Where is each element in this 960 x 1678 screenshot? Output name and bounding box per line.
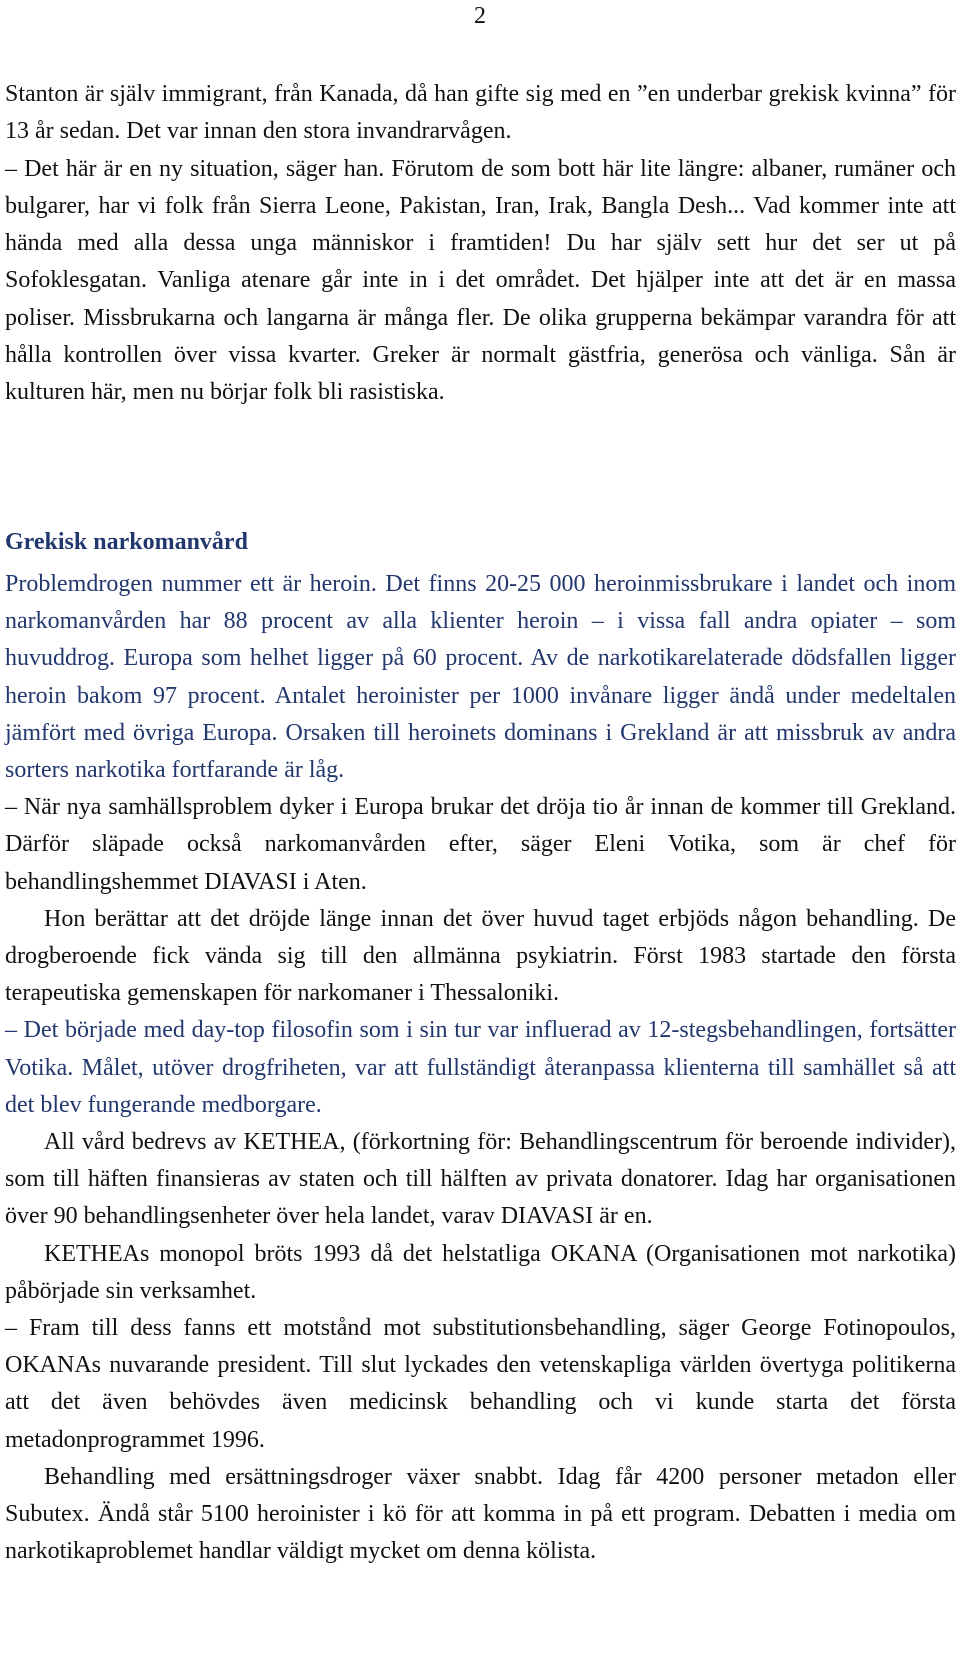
- section-heading: Grekisk narkomanvård: [5, 529, 248, 555]
- body-paragraph-3: – Det började med day-top filosofin som i sin tur var influerad av 12-stegsbehandlingen, fortsätter Votika. Målet, utöver drogfriheten, var att fullständigt återanpassa klienterna till samhället så att det blev fungerande medborgare.: [5, 1017, 956, 1118]
- body-paragraph-2: Hon berättar att det dröjde länge innan det över huvud taget erbjöds någon behandling. De drogberoende fick vända sig till den allmänna psykiatrin. Först 1983 startade den första terapeutiska gemenskapen för narkomaner i Thessaloniki.: [5, 905, 956, 1007]
- intro-paragraph-1: Stanton är själv immigrant, från Kanada, då han gifte sig med en ”en underbar grekisk kvinna” för 13 år sedan. Det var innan den stora invandrarvågen.: [5, 81, 956, 145]
- page-number: 2: [474, 3, 486, 29]
- body-paragraph-7: Behandling med ersättningsdroger växer snabbt. Idag får 4200 personer metadon eller Subutex. Ändå står 5100 heroinister i kö för att komma in på ett program. Debatten i media om narkotikaproblemet handlar väldigt mycket om denna kölista.: [5, 1463, 956, 1565]
- article-body: [5, 566, 956, 1570]
- body-paragraph-5: KETHEAs monopol bröts 1993 då det helstatliga OKANA (Organisationen mot narkotika) påbörjade sin verksamhet.: [5, 1240, 956, 1304]
- body-paragraph-6: – Fram till dess fanns ett motstånd mot substitutionsbehandling, säger George Fotinopoulos, OKANAs nuvarande president. Till slut lyckades den vetenskapliga världen övertyga politikerna att det även behövdes även medicinsk behandling och vi kunde starta det första metadonprogrammet 1996.: [5, 1315, 956, 1453]
- lead-paragraph: Problemdrogen nummer ett är heroin. Det finns 20-25 000 heroinmissbrukare i landet och inom narkomanvården har 88 procent av alla klienter heroin – i vissa fall andra opiater – som huvuddrog. Europa som helhet ligger på 60 procent. Av de narkotikarelaterade dödsfallen ligger heroin bakom 97 procent. Antalet heroinister per 1000 invånare ligger ändå under medeltalen jämfört med övriga Europa. Orsaken till heroinets dominans i Grekland är att missbruk av andra sorters narkotika fortfarande är låg.: [5, 571, 956, 784]
- body-paragraph-1: – När nya samhällsproblem dyker i Europa brukar det dröja tio år innan de kommer till Grekland. Därför släpade också narkomanvården efter, säger Eleni Votika, som är chef för behandlingshemmet DIAVASI i Aten.: [5, 794, 956, 895]
- intro-section: [5, 76, 956, 412]
- body-paragraph-4: All vård bedrevs av KETHEA, (förkortning för: Behandlingscentrum för beroende individer), som till häften finansieras av staten och till hälften av privata donatorer. Idag har organisationen över 90 behandlingsenheter över hela landet, varav DIAVASI är en.: [5, 1129, 956, 1230]
- intro-paragraph-2: – Det här är en ny situation, säger han. Förutom de som bott här lite längre: albaner, rumäner och bulgarer, har vi folk från Sierra Leone, Pakistan, Iran, Irak, Bangla Desh... Vad kommer inte att hända med alla dessa unga människor i framtiden! Du har själv sett hur det ser ut på Sofoklesgatan. Vanliga atenare går inte in i det området. Det hjälper inte att det är en massa poliser. Missbrukarna och langarna är många fler. De olika grupperna bekämpar varandra för att hålla kontrollen över vissa kvarter. Greker är normalt gästfria, generösa och vänliga. Sån är kulturen här, men nu börjar folk bli rasistiska.: [5, 155, 956, 406]
